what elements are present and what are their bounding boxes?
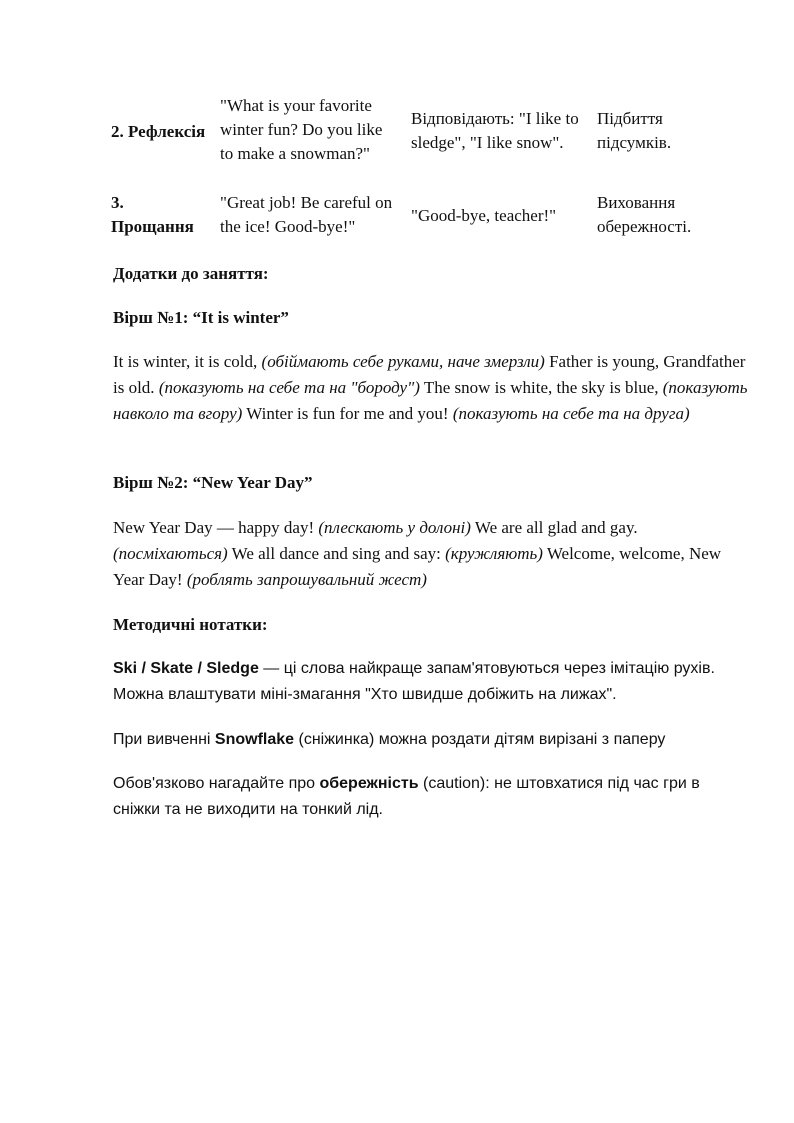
goal-line: Підбиття (597, 109, 663, 128)
poem-2-title: Вірш №2: “New Year Day” (113, 473, 313, 492)
teacher-line: winter fun? Do you like (220, 120, 383, 139)
poem-1-text (113, 349, 753, 427)
note-keyword: обережність (319, 775, 419, 792)
table-row-2-goal (597, 191, 747, 239)
table-row-2-students (411, 204, 601, 228)
table-row-1-stage: 2. Рефлексія (111, 122, 206, 141)
poem-line: Welcome, welcome, New Year Day! (113, 544, 722, 589)
teacher-line: the ice! Good-bye!" (220, 217, 356, 236)
note-text: Обов'язково нагадайте про (113, 775, 320, 792)
note-text: (caution): не штовхатися під час гри в сніжки та не виходити на тонкий лід. (113, 775, 700, 818)
table-row-2-teacher (220, 191, 410, 239)
stage-direction: (кружляють) (445, 544, 543, 563)
note-1 (113, 656, 753, 708)
note-text: (сніжинка) можна роздати дітям вирізані з паперу (294, 731, 666, 748)
student-line: sledge", "I like snow". (411, 133, 564, 152)
teacher-line: "What is your favorite (220, 96, 372, 115)
stage-direction: (показують навколо та вгору) (113, 378, 748, 423)
poem-line: We all dance and sing and say: (227, 544, 446, 563)
appendix-heading: Додатки до заняття: (113, 264, 269, 283)
table-row-2-stage (111, 191, 194, 239)
stage-direction: (показують на себе та на друга) (452, 404, 690, 423)
poem-2-text (113, 515, 753, 593)
poem-line: We are all glad and gay. (470, 518, 638, 537)
stage-direction: (роблять запрошувальний жест) (186, 570, 427, 589)
stage-direction: (плескають у долоні) (318, 518, 471, 537)
student-line: Відповідають: "I like to (411, 109, 579, 128)
note-2 (113, 727, 753, 753)
poem-line: Father is young, Grandfather is old. (113, 352, 746, 397)
poem-line: New Year Day — happy day! (113, 518, 319, 537)
note-keyword: Ski / Skate / Sledge (113, 660, 259, 677)
teacher-line: to make a snowman?" (220, 144, 370, 163)
note-keyword: Snowflake (214, 731, 295, 748)
poem-line: Winter is fun for me and you! (242, 404, 453, 423)
teacher-line: "Great job! Be careful on (220, 193, 393, 212)
table-row-1-goal (597, 107, 747, 155)
student-line: "Good-bye, teacher!" (411, 206, 557, 225)
stage-line: 3. (111, 193, 124, 212)
note-3 (113, 771, 738, 823)
notes-heading: Методичні нотатки: (113, 615, 268, 634)
goal-line: обережності. (597, 217, 692, 236)
table-row-1-teacher (220, 94, 410, 166)
stage-direction: (показують на себе та на "бороду") (158, 378, 420, 397)
poem-1-title: Вірш №1: “It is winter” (113, 308, 289, 327)
note-text: При вивченні (113, 731, 215, 748)
stage-direction: (посміхаються) (113, 544, 228, 563)
poem-line: The snow is white, the sky is blue, (419, 378, 663, 397)
goal-line: Виховання (597, 193, 676, 212)
goal-line: підсумків. (597, 133, 672, 152)
stage-direction: (обіймають себе руками, наче змерзли) (261, 352, 545, 371)
stage-line: Прощання (111, 217, 194, 236)
note-text: — ці слова найкраще запам'ятовуються через імітацію рухів. Можна влаштувати міні-змагання "Хто швидше добіжить на лижах". (113, 660, 715, 703)
table-row-1-students (411, 107, 601, 155)
poem-line: It is winter, it is cold, (113, 352, 262, 371)
